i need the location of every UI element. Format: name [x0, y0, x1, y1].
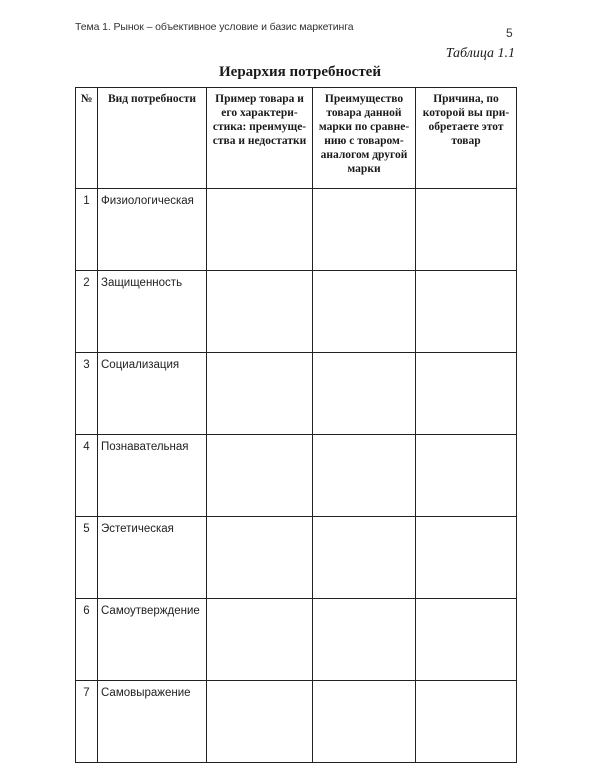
empty-cell — [416, 271, 517, 353]
header-need-type: Вид потребности — [98, 88, 207, 189]
empty-cell — [313, 599, 416, 681]
table-row — [76, 599, 517, 681]
empty-cell — [207, 271, 313, 353]
empty-cell — [313, 271, 416, 353]
empty-cell — [313, 681, 416, 763]
header-number: № — [76, 88, 98, 189]
empty-cell — [416, 599, 517, 681]
empty-cell — [207, 517, 313, 599]
table-row — [76, 189, 517, 271]
table-row — [76, 271, 517, 353]
table-header-row — [76, 88, 517, 189]
empty-cell — [207, 435, 313, 517]
need-name: Социализация — [98, 353, 207, 435]
row-number: 7 — [76, 681, 98, 763]
needs-hierarchy-table — [75, 87, 517, 763]
need-name: Физиологическая — [98, 189, 207, 271]
empty-cell — [416, 435, 517, 517]
row-number: 2 — [76, 271, 98, 353]
row-number: 3 — [76, 353, 98, 435]
empty-cell — [416, 517, 517, 599]
empty-cell — [207, 189, 313, 271]
need-name: Эстетическая — [98, 517, 207, 599]
empty-cell — [313, 517, 416, 599]
table-row — [76, 435, 517, 517]
table-row — [76, 353, 517, 435]
row-number: 1 — [76, 189, 98, 271]
row-number: 6 — [76, 599, 98, 681]
table-title: Иерархия потребностей — [219, 64, 381, 80]
empty-cell — [313, 189, 416, 271]
header-brand-advantage: Преимущество товара данной марки по сравне-нию с товаром-аналогом другой марки — [313, 88, 416, 189]
need-name: Самовыражение — [98, 681, 207, 763]
header-purchase-reason: Причина, по которой вы при-обретаете этот товар — [416, 88, 517, 189]
table-row — [76, 517, 517, 599]
empty-cell — [416, 353, 517, 435]
row-number: 4 — [76, 435, 98, 517]
empty-cell — [207, 599, 313, 681]
empty-cell — [207, 353, 313, 435]
header-product-example: Пример товара и его характери-стика: преимуще-ства и недостатки — [207, 88, 313, 189]
empty-cell — [313, 435, 416, 517]
empty-cell — [416, 681, 517, 763]
need-name: Самоутверждение — [98, 599, 207, 681]
running-head: Тема 1. Рынок – объективное условие и базис маркетинга — [75, 21, 354, 33]
table-row — [76, 681, 517, 763]
need-name: Познавательная — [98, 435, 207, 517]
empty-cell — [313, 353, 416, 435]
page-number: 5 — [506, 26, 513, 40]
need-name: Защищенность — [98, 271, 207, 353]
empty-cell — [207, 681, 313, 763]
row-number: 5 — [76, 517, 98, 599]
empty-cell — [416, 189, 517, 271]
table-label: Таблица 1.1 — [445, 46, 515, 61]
